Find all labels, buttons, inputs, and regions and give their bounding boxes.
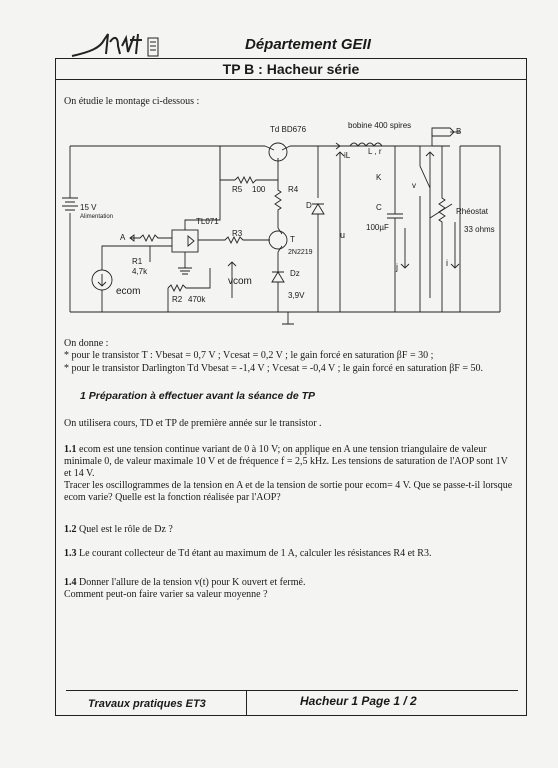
question-1-1-continued: Tracer les oscillogrammes de la tension en A et de la tension de sortie pour ecom= 4 V. Que se passe-t-il lorsque ecom varie? Quelle est la fonction réalisée par l'AOP? — [64, 480, 513, 503]
question-number: 1.1 — [64, 444, 77, 455]
label-r1: R1 — [132, 257, 143, 266]
label-r1-value: 4,7k — [132, 267, 148, 276]
footer-course: Travaux pratiques ET3 — [88, 698, 206, 710]
footer-separator — [246, 690, 247, 716]
question-text: Donner l'allure de la tension v(t) pour K ouvert et fermé. — [79, 577, 306, 588]
footer-page: Hacheur 1 Page 1 / 2 — [300, 694, 417, 708]
label-r3: R3 — [232, 229, 243, 238]
label-il: iL — [344, 151, 351, 160]
label-dz: Dz — [290, 269, 300, 278]
label-alimentation: Alimentation — [80, 214, 114, 220]
label-vcom: vcom — [228, 276, 252, 287]
section-heading: 1 Préparation à effectuer avant la séance de TP — [80, 390, 315, 402]
question-text: Le courant collecteur de Td étant au maximum de 1 A, calculer les résistances R4 et R3. — [79, 548, 432, 559]
label-r2-value: 470k — [188, 295, 206, 304]
question-number: 1.4 — [64, 577, 77, 588]
label-r4: R4 — [288, 185, 299, 194]
label-rheostat: Rhéostat — [456, 207, 489, 216]
given-line-2: * pour le transistor Darlington Td Vbesat = -1,4 V ; Vcesat = -0,4 V ; le gain forcé en saturation βF = 50. — [64, 363, 483, 374]
label-a: A — [120, 233, 126, 242]
question-1-2 — [64, 524, 173, 536]
label-c-value: 100µF — [366, 223, 389, 232]
question-1-4 — [64, 577, 305, 589]
label-v: v — [412, 181, 416, 190]
page-title: TP B : Hacheur série — [55, 58, 527, 80]
question-intro: On utilisera cours, TD et TP de première année sur le transistor . — [64, 418, 322, 429]
label-j: j — [396, 262, 398, 272]
circuit-schematic — [60, 118, 522, 330]
label-i: i — [446, 258, 448, 268]
label-supply: 15 V — [80, 203, 97, 212]
label-r5-value: 100 — [252, 185, 266, 194]
label-dz-value: 3,9V — [288, 291, 305, 300]
label-u: u — [340, 230, 346, 240]
label-b: B — [456, 127, 462, 136]
label-td: Td BD676 — [270, 125, 307, 134]
department-title: Département GEII — [245, 36, 371, 53]
question-1-4-continued: Comment peut-on faire varier sa valeur moyenne ? — [64, 589, 268, 600]
given-title: On donne : — [64, 338, 109, 349]
label-c: C — [376, 203, 382, 212]
label-r2: R2 — [172, 295, 183, 304]
label-bobine: bobine 400 spires — [348, 121, 412, 130]
label-d: D — [306, 201, 312, 210]
label-ecom: ecom — [116, 286, 141, 297]
label-t: T — [290, 235, 295, 244]
question-number: 1.2 — [64, 524, 77, 535]
label-rheostat-value: 33 ohms — [464, 225, 495, 234]
label-k: K — [376, 173, 382, 182]
question-number: 1.3 — [64, 548, 77, 559]
label-lr: L , r — [368, 147, 382, 156]
footer-divider — [66, 690, 518, 691]
intro-text: On étudie le montage ci-dessous : — [64, 96, 200, 107]
label-r5: R5 — [232, 185, 243, 194]
iut-logo — [70, 28, 180, 62]
question-text: Quel est le rôle de Dz ? — [79, 524, 173, 535]
question-1-1 — [64, 444, 516, 480]
label-t-ref: 2N2219 — [288, 249, 313, 256]
question-text: ecom est une tension continue variant de 0 à 10 V; on applique en A une tension triangulaire de valeur minimale 0, de valeur maximale 10 V et de fréquence f = 2,5 kHz. Les tensions de saturation de l'AOP sont 1V et 14 V. — [64, 444, 508, 479]
question-1-3 — [64, 548, 431, 560]
label-tl071: TL071 — [196, 217, 219, 226]
given-line-1: * pour le transistor T : Vbesat = 0,7 V ; Vcesat = 0,2 V ; le gain forcé en saturation βF = 30 ; — [64, 350, 434, 361]
